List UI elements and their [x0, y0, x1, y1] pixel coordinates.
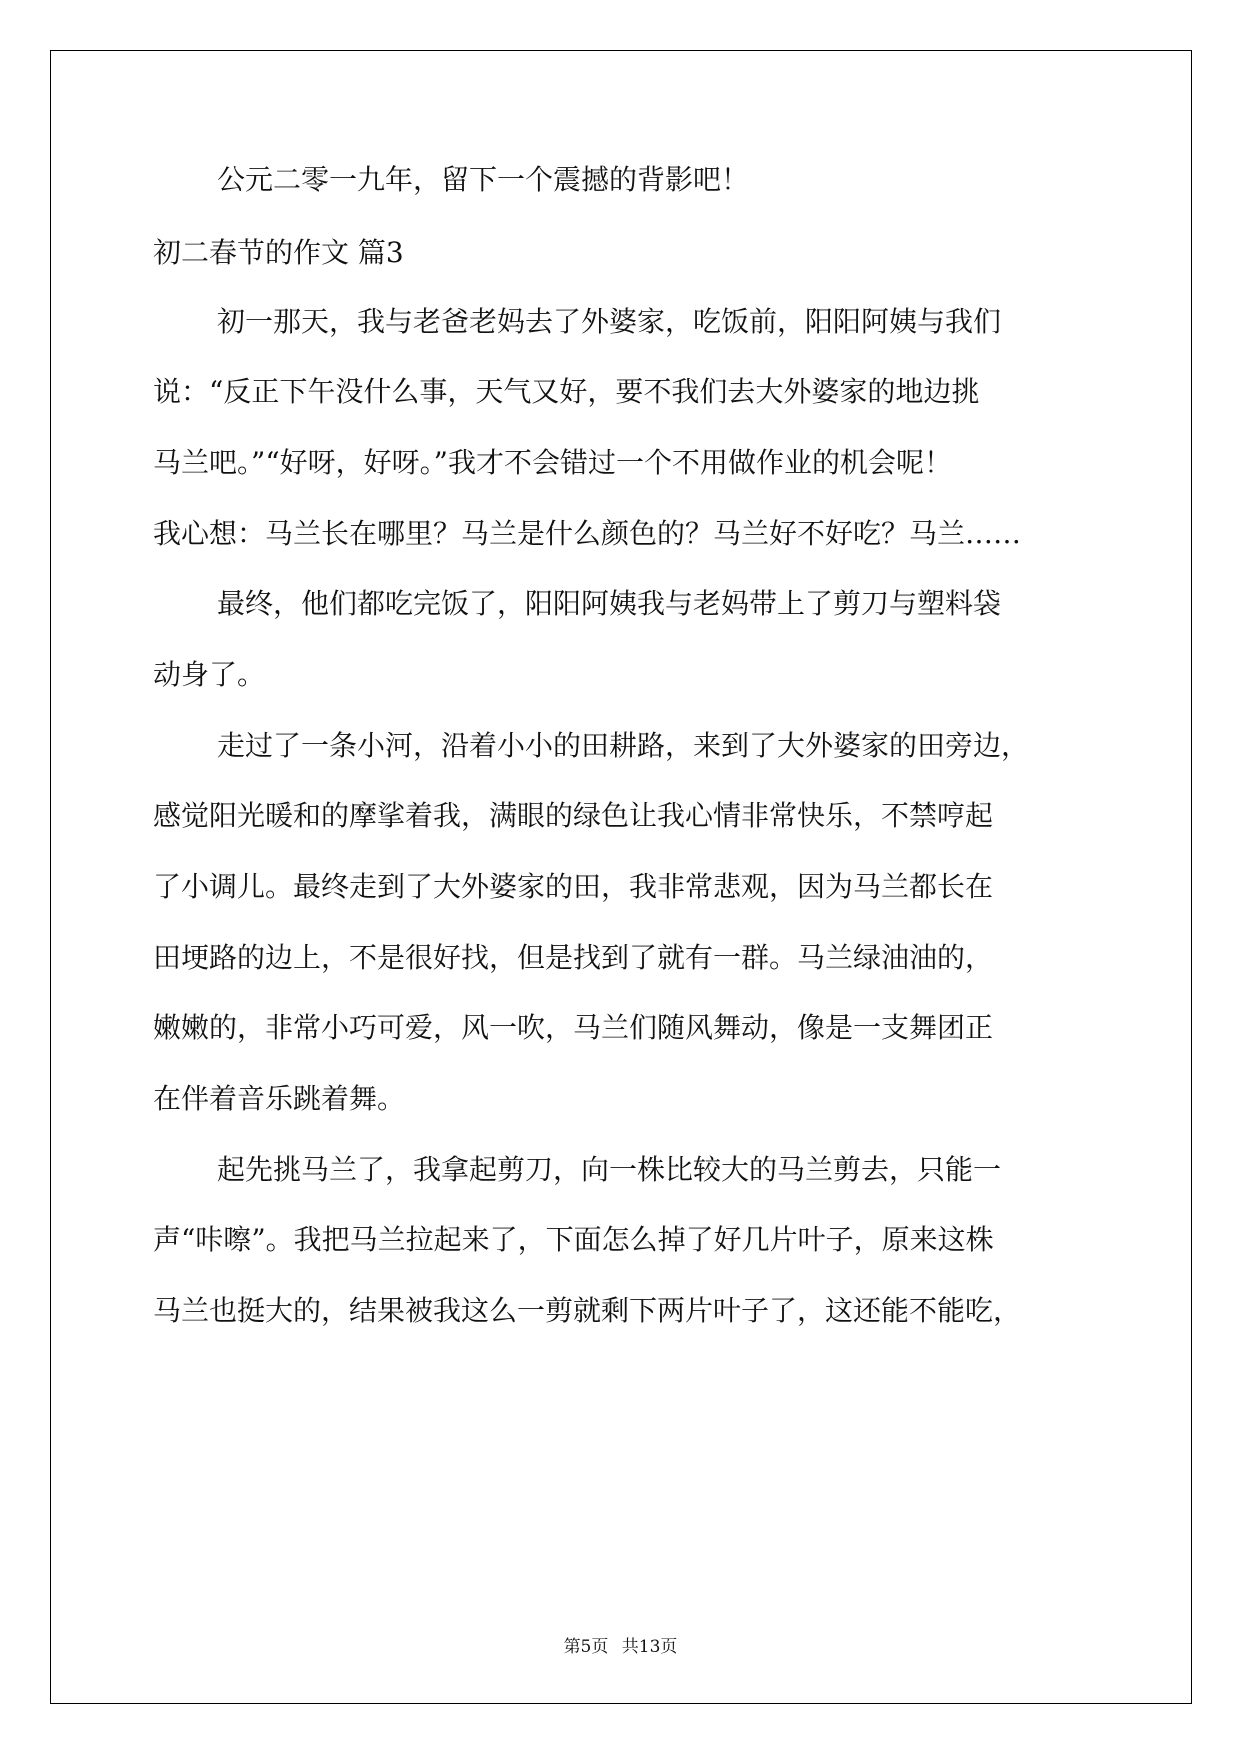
paragraph-line: 田埂路的边上，不是很好找，但是找到了就有一群。马兰绿油油的，	[153, 941, 994, 974]
paragraph-line: 起先挑马兰了，我拿起剪刀，向一株比较大的马兰剪去，只能一	[217, 1153, 1002, 1186]
paragraph-line: 嫩嫩的，非常小巧可爱，风一吹，马兰们随风舞动，像是一支舞团正	[153, 1011, 994, 1044]
paragraph-line: 了小调儿。最终走到了大外婆家的田，我非常悲观，因为马兰都长在	[153, 870, 994, 903]
paragraph-line: 马兰吧。”“好呀，好呀。”我才不会错过一个不用做作业的机会呢！	[153, 446, 952, 479]
paragraph-line: 声“咔嚓”。我把马兰拉起来了，下面怎么掉了好几片叶子，原来这株	[153, 1223, 994, 1256]
paragraph-line: 走过了一条小河，沿着小小的田耕路，来到了大外婆家的田旁边，	[217, 729, 1030, 762]
paragraph-line: 动身了。	[153, 658, 266, 691]
paragraph-line: 马兰也挺大的，结果被我这么一剪就剩下两片叶子了，这还能不能吃，	[153, 1294, 1022, 1327]
paragraph-line: 我心想：马兰长在哪里？马兰是什么颜色的？马兰好不好吃？马兰……	[153, 517, 1022, 550]
section-heading: 初二春节的作文 篇3	[153, 236, 404, 269]
paragraph-line: 感觉阳光暖和的摩挲着我，满眼的绿色让我心情非常快乐，不禁哼起	[153, 799, 994, 832]
paragraph-line: 最终，他们都吃完饭了，阳阳阿姨我与老妈带上了剪刀与塑料袋	[217, 587, 1002, 620]
total-pages: 共13页	[621, 1637, 678, 1657]
paragraph-line: 公元二零一九年，留下一个震撼的背影吧！	[217, 163, 750, 196]
page-footer	[0, 1632, 1241, 1657]
paragraph-line: 初一那天，我与老爸老妈去了外婆家，吃饭前，阳阳阿姨与我们	[217, 305, 1002, 338]
paragraph-line: 在伴着音乐跳着舞。	[153, 1082, 406, 1115]
paragraph-line: 说：“反正下午没什么事，天气又好，要不我们去大外婆家的地边挑	[153, 375, 980, 408]
page-number: 第5页	[563, 1637, 609, 1657]
